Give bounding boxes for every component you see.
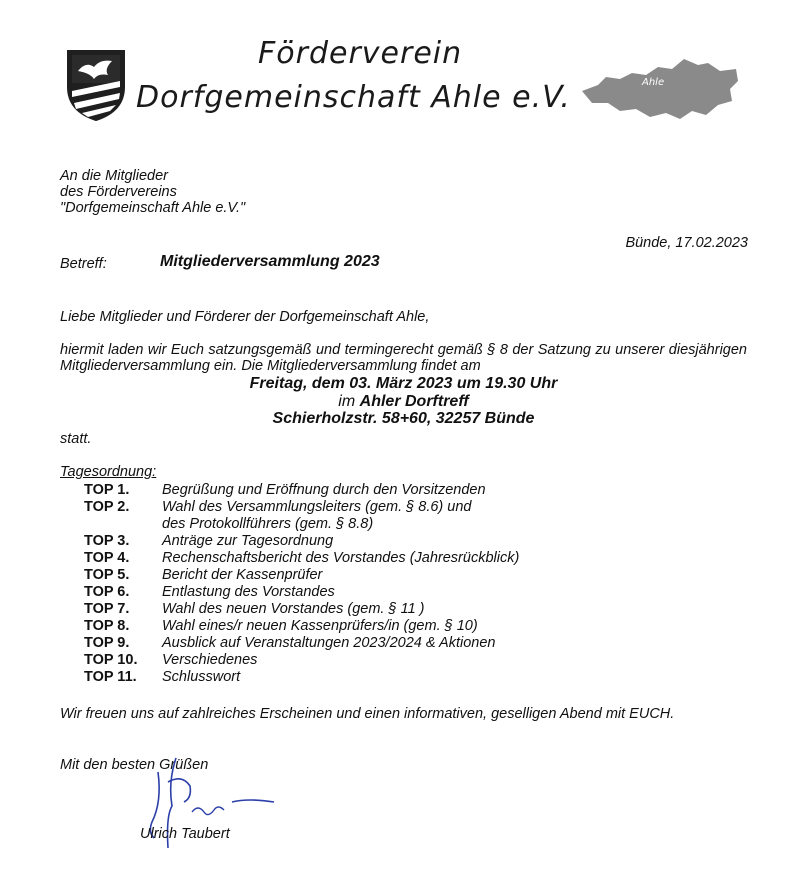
agenda-item-number: TOP 7. [84,601,130,617]
agenda-item-text: Verschiedenes [162,652,258,668]
map-label: Ahle [642,77,665,88]
event-place-prefix: im [338,392,356,410]
agenda-item-text: Bericht der Kassenprüfer [162,567,323,583]
agenda-item-number: TOP 2. [84,499,130,515]
agenda-item [84,669,519,686]
agenda-item-text: Anträge zur Tagesordnung [162,533,334,549]
recipient-line: des Fördervereins [60,184,177,200]
agenda-item-number: TOP 3. [84,533,130,549]
agenda-item-text: Rechenschaftsbericht des Vorstandes (Jahresrückblick) [162,550,520,566]
agenda-item-text: Wahl des Versammlungsleiters (gem. § 8.6) und des Protokollführers (gem. § 8.8) [162,499,472,532]
subject-text: Mitgliederversammlung 2023 [160,253,380,270]
intro-paragraph: hiermit laden wir Euch satzungsgemäß und termingerecht gemäß § 8 der Satzung zu unserer diesjährigen Mitgliederversammlung ein. Die Mitgliederversammlung findet am [60,342,747,374]
agenda-item-number: TOP 4. [84,550,130,566]
letter-date: Bünde, 17.02.2023 [625,235,748,251]
event-address: Schierholzstr. 58+60, 32257 Bünde [272,410,535,427]
agenda-item [84,635,519,652]
agenda-item-text: Schlusswort [162,669,241,685]
recipient-line: "Dorfgemeinschaft Ahle e.V." [60,200,246,216]
agenda-item-text: Begrüßung und Eröffnung durch den Vorsitzenden [162,482,486,498]
agenda-item [84,601,519,618]
org-name-line1: Förderverein [258,36,463,71]
agenda-title: Tagesordnung: [60,464,157,480]
recipient-address [60,168,245,216]
agenda-item [84,584,519,601]
agenda-item [84,499,519,533]
agenda-item-text: Wahl eines/r neuen Kassenprüfers/in (gem. § 10) [162,618,478,634]
agenda-item-number: TOP 6. [84,584,130,600]
agenda-item-number: TOP 10. [84,652,138,668]
agenda-item [84,533,519,550]
agenda-item [84,567,519,584]
agenda-item-number: TOP 9. [84,635,130,651]
agenda-item [84,652,519,669]
closing-paragraph: Wir freuen uns auf zahlreiches Erscheinen und einen informativen, geselligen Abend mit EUCH. [60,706,675,722]
org-name-line2: Dorfgemeinschaft Ahle e.V. [136,80,571,115]
agenda-item-number: TOP 1. [84,482,130,498]
event-details [60,375,747,428]
event-place-name: Ahler Dorftreff [359,392,469,410]
crest-logo [64,47,128,123]
salutation: Liebe Mitglieder und Förderer der Dorfgemeinschaft Ahle, [60,309,430,325]
agenda-item-text: Wahl des neuen Vorstandes (gem. § 11 ) [162,601,425,617]
event-date-time: Freitag, dem 03. März 2023 um 19.30 Uhr [249,375,558,392]
agenda-item-number: TOP 5. [84,567,130,583]
agenda-item [84,482,519,499]
agenda-item-number: TOP 11. [84,669,137,685]
village-map-logo [580,55,740,125]
subject-label: Betreff: [60,256,107,272]
event-statt: statt. [60,431,92,447]
agenda-item [84,618,519,635]
agenda-item-text: Ausblick auf Veranstaltungen 2023/2024 & Aktionen [162,635,496,651]
signer-name: Ulrich Taubert [140,826,230,842]
agenda-item-number: TOP 8. [84,618,130,634]
agenda-item [84,550,519,567]
agenda-item-text: Entlastung des Vorstandes [162,584,335,600]
recipient-line: An die Mitglieder [60,168,168,184]
agenda-list [84,482,519,686]
event-place [60,393,747,411]
greeting: Mit den besten Grüßen [60,757,209,773]
